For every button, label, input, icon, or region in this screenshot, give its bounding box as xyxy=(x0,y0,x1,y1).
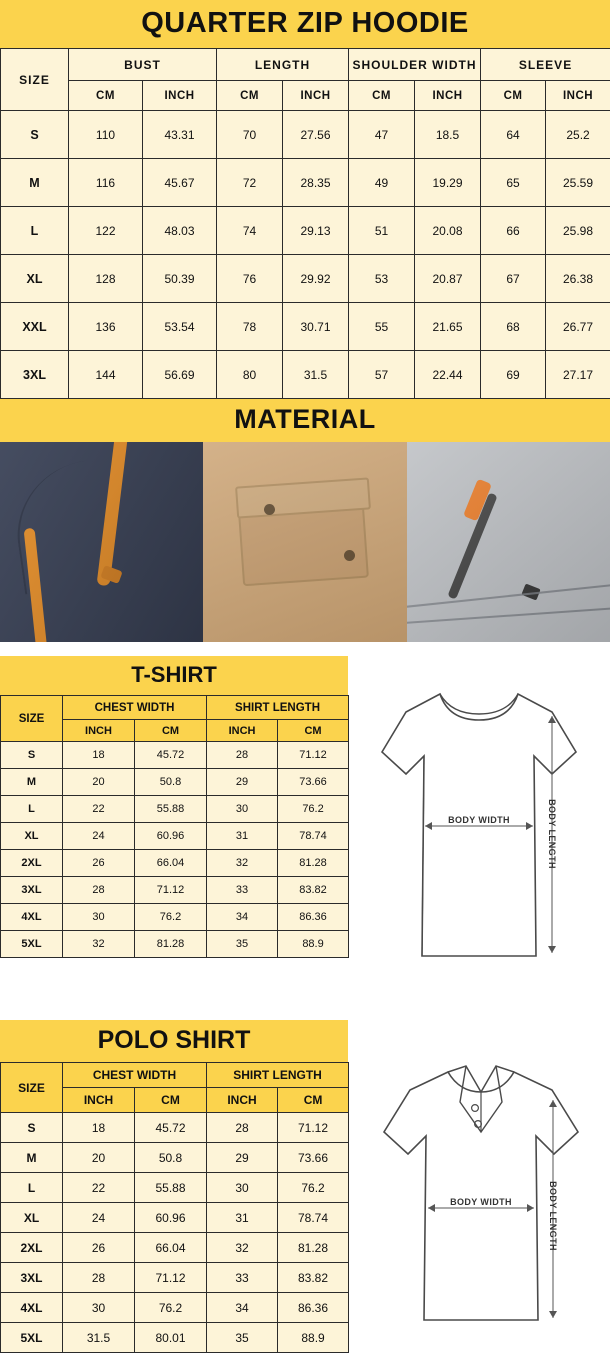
cell-sleeve-cm: 69 xyxy=(481,351,546,399)
hoodie-section-title: QUARTER ZIP HOODIE xyxy=(0,0,610,48)
cell-length-cm: 78 xyxy=(217,303,283,351)
cell-size: M xyxy=(1,769,63,796)
cell-bust-inch: 53.54 xyxy=(143,303,217,351)
cell-chest-inch: 24 xyxy=(63,823,135,850)
tshirt-body-length-label: BODY LENGTH xyxy=(547,799,557,869)
cell-chest-cm: 50.8 xyxy=(135,769,207,796)
polo-unit-chest-cm: CM xyxy=(135,1088,207,1113)
cell-length-inch: 29.92 xyxy=(283,255,349,303)
table-row xyxy=(1,823,349,850)
cell-shoulder-cm: 47 xyxy=(349,111,415,159)
cell-size: M xyxy=(1,1143,63,1173)
cell-length-inch: 35 xyxy=(207,1323,278,1353)
cell-chest-inch: 30 xyxy=(63,1293,135,1323)
polo-diagram xyxy=(348,1020,610,1340)
cell-length-cm: 71.12 xyxy=(278,742,349,769)
cell-length-cm: 74 xyxy=(217,207,283,255)
tshirt-table-area xyxy=(0,656,348,1006)
cell-chest-inch: 31.5 xyxy=(63,1323,135,1353)
cell-size: XL xyxy=(1,255,69,303)
tshirt-diagram-area xyxy=(348,656,610,1006)
cell-sleeve-inch: 25.2 xyxy=(546,111,610,159)
table-row xyxy=(1,159,610,207)
cell-sleeve-cm: 67 xyxy=(481,255,546,303)
hoodie-unit-length-cm: CM xyxy=(217,81,283,111)
cell-length-cm: 86.36 xyxy=(278,904,349,931)
cell-length-inch: 29.13 xyxy=(283,207,349,255)
tshirt-header-size: SIZE xyxy=(1,696,63,742)
cell-chest-cm: 60.96 xyxy=(135,823,207,850)
hoodie-header-bust: BUST xyxy=(69,49,217,81)
cell-shoulder-cm: 51 xyxy=(349,207,415,255)
cell-size: 5XL xyxy=(1,931,63,958)
cell-shoulder-inch: 21.65 xyxy=(415,303,481,351)
cell-size: XL xyxy=(1,823,63,850)
cell-length-cm: 83.82 xyxy=(278,1263,349,1293)
polo-table-area xyxy=(0,1020,348,1353)
cell-shoulder-cm: 53 xyxy=(349,255,415,303)
tshirt-unit-length-cm: CM xyxy=(278,720,349,742)
cell-bust-cm: 144 xyxy=(69,351,143,399)
hoodie-unit-length-inch: INCH xyxy=(283,81,349,111)
cell-size: XL xyxy=(1,1203,63,1233)
table-row xyxy=(1,904,349,931)
cell-chest-cm: 55.88 xyxy=(135,796,207,823)
table-row xyxy=(1,1173,349,1203)
cell-bust-cm: 136 xyxy=(69,303,143,351)
polo-unit-length-cm: CM xyxy=(278,1088,349,1113)
cell-chest-inch: 18 xyxy=(63,742,135,769)
cell-bust-cm: 110 xyxy=(69,111,143,159)
table-row xyxy=(1,207,610,255)
table-row xyxy=(1,255,610,303)
table-row xyxy=(1,742,349,769)
cell-bust-cm: 116 xyxy=(69,159,143,207)
cell-chest-inch: 20 xyxy=(63,769,135,796)
cell-length-inch: 28.35 xyxy=(283,159,349,207)
cell-size: L xyxy=(1,207,69,255)
cell-sleeve-inch: 25.98 xyxy=(546,207,610,255)
material-section-title: MATERIAL xyxy=(0,399,610,442)
polo-section-title: POLO SHIRT xyxy=(0,1020,348,1062)
khaki-sleeve-pocket-photo xyxy=(203,442,406,642)
cell-chest-inch: 26 xyxy=(63,1233,135,1263)
cell-length-inch: 35 xyxy=(207,931,278,958)
cell-chest-inch: 32 xyxy=(63,931,135,958)
table-row xyxy=(1,1293,349,1323)
tshirt-header-chest-width: CHEST WIDTH xyxy=(63,696,207,720)
tshirt-header-shirt-length: SHIRT LENGTH xyxy=(207,696,349,720)
cell-size: 2XL xyxy=(1,1233,63,1263)
polo-unit-chest-inch: INCH xyxy=(63,1088,135,1113)
cell-length-inch: 30.71 xyxy=(283,303,349,351)
cell-length-inch: 31.5 xyxy=(283,351,349,399)
cell-bust-inch: 45.67 xyxy=(143,159,217,207)
cell-bust-cm: 128 xyxy=(69,255,143,303)
cell-length-cm: 73.66 xyxy=(278,769,349,796)
cell-length-inch: 32 xyxy=(207,1233,278,1263)
grey-zipper-detail-photo xyxy=(407,442,610,642)
cell-length-inch: 27.56 xyxy=(283,111,349,159)
cell-length-cm: 76.2 xyxy=(278,1173,349,1203)
cell-size: M xyxy=(1,159,69,207)
cell-length-cm: 88.9 xyxy=(278,931,349,958)
cell-sleeve-inch: 26.38 xyxy=(546,255,610,303)
cell-chest-inch: 26 xyxy=(63,850,135,877)
polo-header-chest-width: CHEST WIDTH xyxy=(63,1063,207,1088)
polo-diagram-area xyxy=(348,1020,610,1353)
polo-body-length-label: BODY LENGTH xyxy=(548,1181,558,1251)
cell-length-inch: 33 xyxy=(207,1263,278,1293)
polo-body-width-label: BODY WIDTH xyxy=(450,1197,512,1207)
table-row xyxy=(1,1233,349,1263)
tshirt-unit-length-inch: INCH xyxy=(207,720,278,742)
table-row xyxy=(1,877,349,904)
cell-chest-inch: 30 xyxy=(63,904,135,931)
cell-chest-inch: 28 xyxy=(63,877,135,904)
polo-header-shirt-length: SHIRT LENGTH xyxy=(207,1063,349,1088)
tshirt-unit-chest-cm: CM xyxy=(135,720,207,742)
table-row xyxy=(1,796,349,823)
table-row xyxy=(1,931,349,958)
cell-length-cm: 81.28 xyxy=(278,850,349,877)
cell-shoulder-cm: 49 xyxy=(349,159,415,207)
cell-size: 4XL xyxy=(1,904,63,931)
cell-sleeve-inch: 26.77 xyxy=(546,303,610,351)
table-row xyxy=(1,1203,349,1233)
cell-length-inch: 30 xyxy=(207,1173,278,1203)
cell-length-inch: 31 xyxy=(207,823,278,850)
cell-size: 3XL xyxy=(1,877,63,904)
cell-size: S xyxy=(1,742,63,769)
material-photo-row xyxy=(0,442,610,642)
photo-shading xyxy=(203,442,406,642)
cell-bust-inch: 50.39 xyxy=(143,255,217,303)
cell-length-inch: 29 xyxy=(207,769,278,796)
cell-size: 3XL xyxy=(1,1263,63,1293)
polo-group-header-row xyxy=(1,1063,349,1088)
cell-length-inch: 29 xyxy=(207,1143,278,1173)
cell-length-inch: 28 xyxy=(207,1113,278,1143)
tshirt-diagram xyxy=(348,656,610,1001)
cell-length-cm: 76.2 xyxy=(278,796,349,823)
cell-sleeve-inch: 25.59 xyxy=(546,159,610,207)
cell-chest-inch: 24 xyxy=(63,1203,135,1233)
cell-length-cm: 78.74 xyxy=(278,1203,349,1233)
cell-length-inch: 31 xyxy=(207,1203,278,1233)
table-row xyxy=(1,769,349,796)
cell-length-inch: 33 xyxy=(207,877,278,904)
section-spacer xyxy=(0,1006,610,1020)
cell-shoulder-cm: 57 xyxy=(349,351,415,399)
table-row xyxy=(1,303,610,351)
hoodie-header-sleeve: SLEEVE xyxy=(481,49,610,81)
cell-length-cm: 70 xyxy=(217,111,283,159)
cell-length-cm: 73.66 xyxy=(278,1143,349,1173)
table-row xyxy=(1,850,349,877)
photo-shading xyxy=(0,442,203,642)
tshirt-section-title: T-SHIRT xyxy=(0,656,348,695)
photo-shading xyxy=(407,442,610,642)
cell-length-inch: 30 xyxy=(207,796,278,823)
cell-shoulder-cm: 55 xyxy=(349,303,415,351)
hoodie-unit-sleeve-inch: INCH xyxy=(546,81,610,111)
cell-chest-inch: 18 xyxy=(63,1113,135,1143)
cell-length-inch: 32 xyxy=(207,850,278,877)
tshirt-section xyxy=(0,656,610,1006)
hoodie-header-shoulder-width: SHOULDER WIDTH xyxy=(349,49,481,81)
cell-chest-cm: 81.28 xyxy=(135,931,207,958)
table-row xyxy=(1,1113,349,1143)
cell-chest-inch: 28 xyxy=(63,1263,135,1293)
table-row xyxy=(1,351,610,399)
hoodie-unit-bust-inch: INCH xyxy=(143,81,217,111)
cell-chest-cm: 45.72 xyxy=(135,742,207,769)
cell-size: 5XL xyxy=(1,1323,63,1353)
cell-shoulder-inch: 20.08 xyxy=(415,207,481,255)
cell-bust-inch: 43.31 xyxy=(143,111,217,159)
cell-chest-inch: 22 xyxy=(63,1173,135,1203)
cell-length-inch: 34 xyxy=(207,904,278,931)
hoodie-unit-shoulder-inch: INCH xyxy=(415,81,481,111)
cell-chest-cm: 45.72 xyxy=(135,1113,207,1143)
table-row xyxy=(1,1323,349,1353)
cell-chest-cm: 55.88 xyxy=(135,1173,207,1203)
tshirt-group-header-row xyxy=(1,696,349,720)
cell-shoulder-inch: 20.87 xyxy=(415,255,481,303)
cell-length-inch: 34 xyxy=(207,1293,278,1323)
table-row xyxy=(1,1263,349,1293)
hoodie-header-length: LENGTH xyxy=(217,49,349,81)
cell-length-cm: 81.28 xyxy=(278,1233,349,1263)
cell-length-cm: 71.12 xyxy=(278,1113,349,1143)
cell-size: L xyxy=(1,796,63,823)
navy-hoodie-drawstring-photo xyxy=(0,442,203,642)
cell-size: S xyxy=(1,111,69,159)
cell-sleeve-cm: 64 xyxy=(481,111,546,159)
cell-size: L xyxy=(1,1173,63,1203)
cell-sleeve-cm: 66 xyxy=(481,207,546,255)
cell-chest-cm: 76.2 xyxy=(135,1293,207,1323)
polo-unit-length-inch: INCH xyxy=(207,1088,278,1113)
hoodie-header-size: SIZE xyxy=(1,49,69,111)
cell-chest-cm: 66.04 xyxy=(135,850,207,877)
cell-size: S xyxy=(1,1113,63,1143)
hoodie-group-header-row xyxy=(1,49,610,81)
cell-shoulder-inch: 22.44 xyxy=(415,351,481,399)
cell-bust-inch: 56.69 xyxy=(143,351,217,399)
table-row xyxy=(1,111,610,159)
cell-length-cm: 86.36 xyxy=(278,1293,349,1323)
cell-length-cm: 72 xyxy=(217,159,283,207)
cell-length-cm: 80 xyxy=(217,351,283,399)
table-row xyxy=(1,1143,349,1173)
cell-chest-cm: 66.04 xyxy=(135,1233,207,1263)
tshirt-unit-chest-inch: INCH xyxy=(63,720,135,742)
hoodie-unit-bust-cm: CM xyxy=(69,81,143,111)
cell-shoulder-inch: 18.5 xyxy=(415,111,481,159)
hoodie-size-table xyxy=(0,48,610,399)
section-spacer xyxy=(0,642,610,656)
cell-shoulder-inch: 19.29 xyxy=(415,159,481,207)
cell-chest-cm: 76.2 xyxy=(135,904,207,931)
polo-size-table xyxy=(0,1062,349,1353)
polo-header-size: SIZE xyxy=(1,1063,63,1113)
hoodie-unit-shoulder-cm: CM xyxy=(349,81,415,111)
cell-size: XXL xyxy=(1,303,69,351)
hoodie-unit-sleeve-cm: CM xyxy=(481,81,546,111)
cell-length-cm: 88.9 xyxy=(278,1323,349,1353)
hoodie-unit-header-row xyxy=(1,81,610,111)
polo-section xyxy=(0,1020,610,1353)
cell-size: 2XL xyxy=(1,850,63,877)
cell-chest-cm: 50.8 xyxy=(135,1143,207,1173)
tshirt-body-width-label: BODY WIDTH xyxy=(448,815,510,825)
cell-chest-cm: 71.12 xyxy=(135,1263,207,1293)
cell-length-cm: 76 xyxy=(217,255,283,303)
cell-size: 3XL xyxy=(1,351,69,399)
cell-length-inch: 28 xyxy=(207,742,278,769)
cell-sleeve-cm: 68 xyxy=(481,303,546,351)
cell-chest-cm: 71.12 xyxy=(135,877,207,904)
cell-sleeve-cm: 65 xyxy=(481,159,546,207)
cell-chest-cm: 60.96 xyxy=(135,1203,207,1233)
cell-length-cm: 78.74 xyxy=(278,823,349,850)
cell-size: 4XL xyxy=(1,1293,63,1323)
cell-bust-inch: 48.03 xyxy=(143,207,217,255)
cell-bust-cm: 122 xyxy=(69,207,143,255)
tshirt-size-table xyxy=(0,695,349,958)
cell-chest-inch: 22 xyxy=(63,796,135,823)
cell-chest-inch: 20 xyxy=(63,1143,135,1173)
cell-chest-cm: 80.01 xyxy=(135,1323,207,1353)
cell-sleeve-inch: 27.17 xyxy=(546,351,610,399)
cell-length-cm: 83.82 xyxy=(278,877,349,904)
